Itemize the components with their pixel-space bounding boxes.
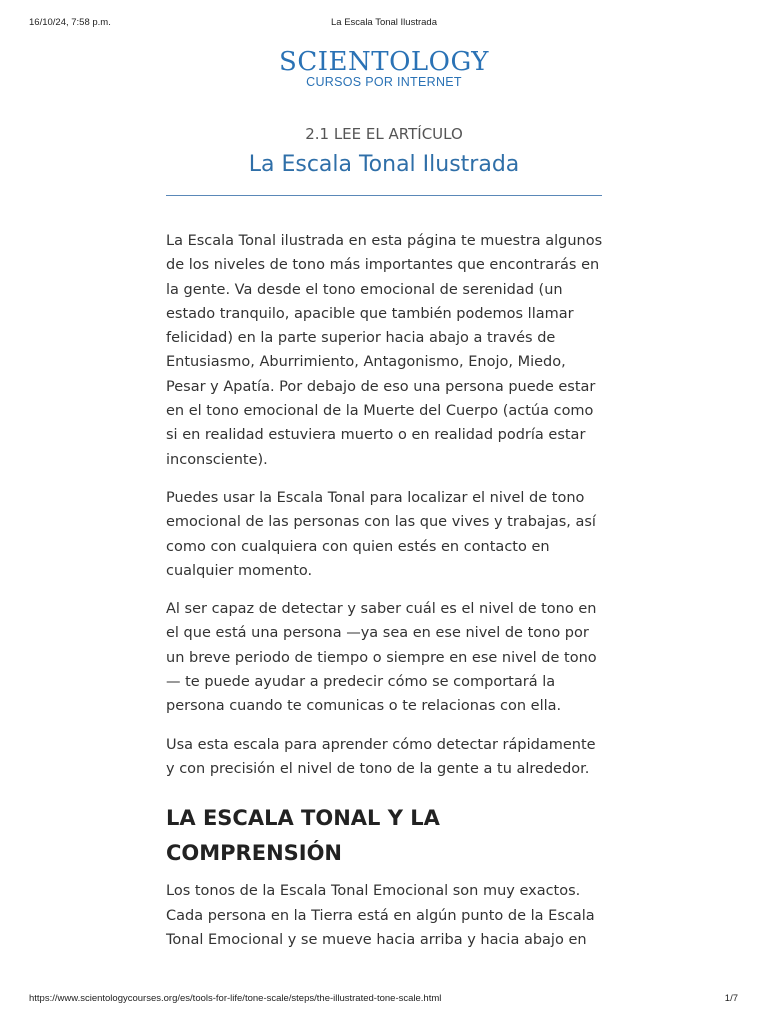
page-title: La Escala Tonal Ilustrada [248,152,520,177]
print-doc-title: La Escala Tonal Ilustrada [331,17,437,28]
logo-wordmark: SCIENTOLOGY [279,47,489,77]
logo-subtitle: CURSOS POR INTERNET [306,75,462,89]
section-heading: LA ESCALA TONAL Y LA COMPRENSIÓN [166,806,440,866]
print-footer [0,993,768,1007]
print-url: https://www.scientologycourses.org/es/tools-for-life/tone-scale/steps/the-illustrated-tone-scale.html [29,993,442,1004]
print-header [0,17,768,31]
paragraph-1: La Escala Tonal ilustrada en esta página te muestra algunos de los niveles de tono más importantes que encontrarás en la gente. Va desde el tono emocional de serenidad (un estado tranquilo, apacible que también podemos llamar felicidad) en la parte superior hacia abajo a través de Entusiasmo, Aburrimiento, Antagonismo, Enojo, Miedo, Pesar y Apatía. Por debajo de eso una persona puede estar en el tono emocional de la Muerte del Cuerpo (actúa como si en realidad estuviera muerto o en realidad podría estar inconsciente). [166,233,603,468]
paragraph-3: Al ser capaz de detectar y saber cuál es el nivel de tono en el que está una persona —ya sea en ese nivel de tono por un breve periodo de tiempo o siempre en ese nivel de tono— te puede ayudar a predecir cómo se comportará la persona cuando te comunicas o te relacionas con ella. [166,601,597,715]
article-body [166,229,606,966]
paragraph-2: Puedes usar la Escala Tonal para localizar el nivel de tono emocional de las personas con las que vives y trabajas, así como con cualquiera con quien estés en contacto en cualquier momento. [166,489,596,579]
section-paragraph: Los tonos de la Escala Tonal Emocional son muy exactos. Cada persona en la Tierra está en algún punto de la Escala Tonal Emocional y se mueve hacia arriba y hacia abajo en [166,883,595,948]
paragraph-4: Usa esta escala para aprender cómo detectar rápidamente y con precisión el nivel de tono de la gente a tu alrededor. [166,736,596,777]
print-datetime: 16/10/24, 7:58 p.m. [29,17,111,28]
print-page-number: 1/7 [724,993,738,1004]
step-label: 2.1 LEE EL ARTÍCULO [305,125,463,143]
title-divider [166,195,602,196]
scientology-logo[interactable] [0,46,768,89]
